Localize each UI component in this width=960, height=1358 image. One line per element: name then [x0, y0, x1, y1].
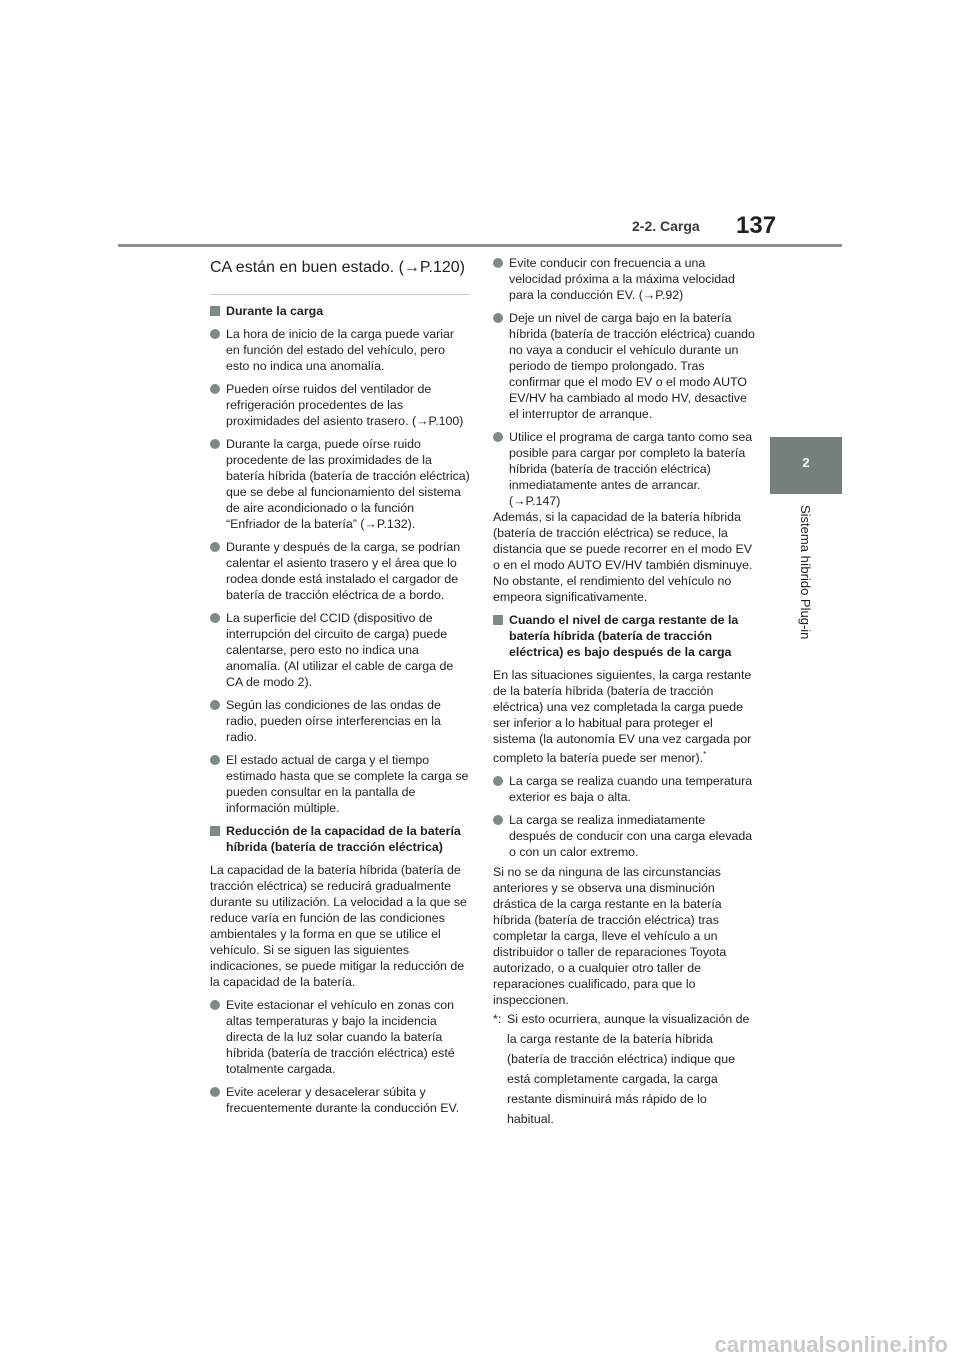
list-item-text: Evite estacionar el vehículo en zonas con altas temperaturas y bajo la incidencia directa de la luz solar cuando la batería híbrida (batería de tracción eléctrica) esté totalmente cargada. [226, 998, 455, 1076]
heading-capacity [210, 823, 470, 855]
page-number: 137 [736, 212, 777, 239]
footnote [493, 1009, 755, 1129]
intro-text: CA están en buen estado. (→P.120) [210, 259, 465, 276]
list-item [210, 436, 470, 532]
list-item [210, 381, 470, 429]
paragraph [493, 667, 755, 766]
square-bullet-icon [493, 615, 503, 625]
list-item [210, 997, 470, 1077]
heading-during-charge [210, 303, 470, 319]
bullet-dot-icon [493, 313, 503, 323]
list-item-text: Utilice el programa de carga tanto como sea posible para cargar por completo la batería híbrida (batería de tracción eléctrica) inmediatamente antes de arrancar. (→P.147) [509, 430, 753, 508]
chapter-side-title [795, 505, 817, 655]
heading-text: Durante la carga [226, 304, 324, 318]
list-item [210, 697, 470, 745]
list-item-text: El estado actual de carga y el tiempo estimado hasta que se complete la carga se pueden consultar en la pantalla de información múltiple. [226, 753, 469, 815]
separator [210, 294, 470, 295]
bullet-dot-icon [493, 432, 503, 442]
list-item-text: La carga se realiza cuando una temperatura exterior es baja o alta. [509, 774, 753, 805]
bullet-dot-icon [493, 258, 503, 268]
square-bullet-icon [210, 826, 220, 836]
paragraph: Además, si la capacidad de la batería híbrida (batería de tracción eléctrica) se reduce, la distancia que se puede recorrer en el modo EV o en el modo AUTO EV/HV también disminuye. No obstante, el rendimiento del vehículo no empeora significativamente. [493, 510, 753, 604]
list-item [493, 773, 755, 805]
heading-low-charge [493, 612, 755, 660]
section-title: 2-2. Carga [632, 218, 700, 234]
list-item [210, 539, 470, 603]
list-item [210, 326, 470, 374]
chapter-title: Sistema híbrido Plug-in [798, 505, 813, 640]
heading-text: Cuando el nivel de carga restante de la batería híbrida (batería de tracción eléctrica) es bajo después de la carga [509, 613, 739, 659]
list-item-text: Durante y después de la carga, se podrían calentar el asiento trasero y el área que lo rodea donde está instalado el cargador de batería de tracción eléctrica de a bordo. [226, 540, 461, 602]
bullet-dot-icon [210, 329, 220, 339]
chapter-tab [770, 437, 842, 494]
list-item [493, 429, 755, 509]
list-item-text: Durante la carga, puede oírse ruido procedente de las proximidades de la batería híbrida (batería de tracción eléctrica) que se debe al funcionamiento del sistema de aire acondicionado o la función “Enfriador de la batería” (→P.132). [226, 437, 470, 531]
heading-text: Reducción de la capacidad de la batería híbrida (batería de tracción eléctrica) [226, 824, 461, 854]
list-item-text: La carga se realiza inmediatamente después de conducir con una carga elevada o con un calor extremo. [509, 813, 753, 860]
list-item-text: Evite acelerar y desacelerar súbita y frecuentemente durante la conducción EV. [226, 1085, 460, 1115]
footnote-label: *: [493, 1012, 502, 1027]
footnote-text: Si esto ocurriera, aunque la visualización de la carga restante de la batería híbrida (batería de tracción eléctrica) indique que está completamente cargada, la carga restante disminuirá más rápido de lo habitual. [507, 1012, 750, 1127]
list-item [493, 310, 755, 422]
list-item [493, 255, 755, 303]
watermark-text: carmanualsonline.info [714, 1332, 948, 1357]
list-item [210, 610, 470, 690]
bullet-dot-icon [210, 1087, 220, 1097]
paragraph: Si no se da ninguna de las circunstancias anteriores y se observa una disminución drástica de la carga restante en la batería híbrida (batería de tracción eléctrica) tras completar la carga, lleve el vehículo a un distribuidor o taller de reparaciones Toyota autorizado, o a cualquier otro taller de reparaciones cualificado, para que lo inspeccionen. [493, 865, 727, 1008]
footnote-marker: * [703, 750, 707, 759]
list-item [210, 1084, 470, 1116]
bullet-dot-icon [210, 700, 220, 710]
list-item [210, 752, 470, 816]
paragraph-text: En las situaciones siguientes, la carga restante de la batería híbrida (batería de tracción eléctrica) una vez completada la carga puede ser inferior a lo habitual para proteger el sistema (la autonomía EV una vez cargada por completo la batería puede ser menor). [493, 668, 752, 766]
watermark-bar [0, 1332, 960, 1358]
header-rule [118, 244, 842, 247]
list-item-text: Deje un nivel de carga bajo en la batería híbrida (batería de tracción eléctrica) cuando no vaya a conducir el vehículo durante un periodo de tiempo prolongado. Tras confirmar que el modo EV o el modo AUTO EV/HV ha cambiado al modo HV, desactive el interruptor de arranque. [509, 311, 755, 421]
left-column [210, 255, 470, 1123]
list-item-text: Pueden oírse ruidos del ventilador de refrigeración procedentes de las proximidades del asiento trasero. (→P.100) [226, 382, 464, 428]
bullet-dot-icon [210, 755, 220, 765]
bullet-dot-icon [210, 439, 220, 449]
list-item-text: La hora de inicio de la carga puede variar en función del estado del vehículo, pero esto no indica una anomalía. [226, 327, 454, 373]
bullet-dot-icon [210, 384, 220, 394]
list-item-text: La superficie del CCID (dispositivo de interrupción del circuito de carga) puede calentarse, pero esto no indica una anomalía. (Al utilizar el cable de carga de CA de modo 2). [226, 611, 454, 689]
list-item-text: Evite conducir con frecuencia a una velocidad próxima a la máxima velocidad para la conducción EV. (→P.92) [509, 256, 735, 302]
chapter-number: 2 [802, 455, 810, 470]
right-column [493, 255, 755, 1129]
bullet-dot-icon [493, 776, 503, 786]
bullet-dot-icon [210, 542, 220, 552]
square-bullet-icon [210, 306, 220, 316]
paragraph: La capacidad de la batería híbrida (batería de tracción eléctrica) se reducirá gradualmente durante su utilización. La velocidad a la que se reduce varía en función de las condiciones ambientales y la forma en que se utilice el vehículo. Si se siguen las siguientes indicaciones, se puede mitigar la reducción de la capacidad de la batería. [210, 863, 467, 989]
bullet-dot-icon [210, 613, 220, 623]
list-item [493, 812, 755, 860]
list-item-text: Según las condiciones de las ondas de radio, pueden oírse interferencias en la radio. [226, 698, 441, 744]
bullet-dot-icon [210, 1000, 220, 1010]
bullet-dot-icon [493, 815, 503, 825]
